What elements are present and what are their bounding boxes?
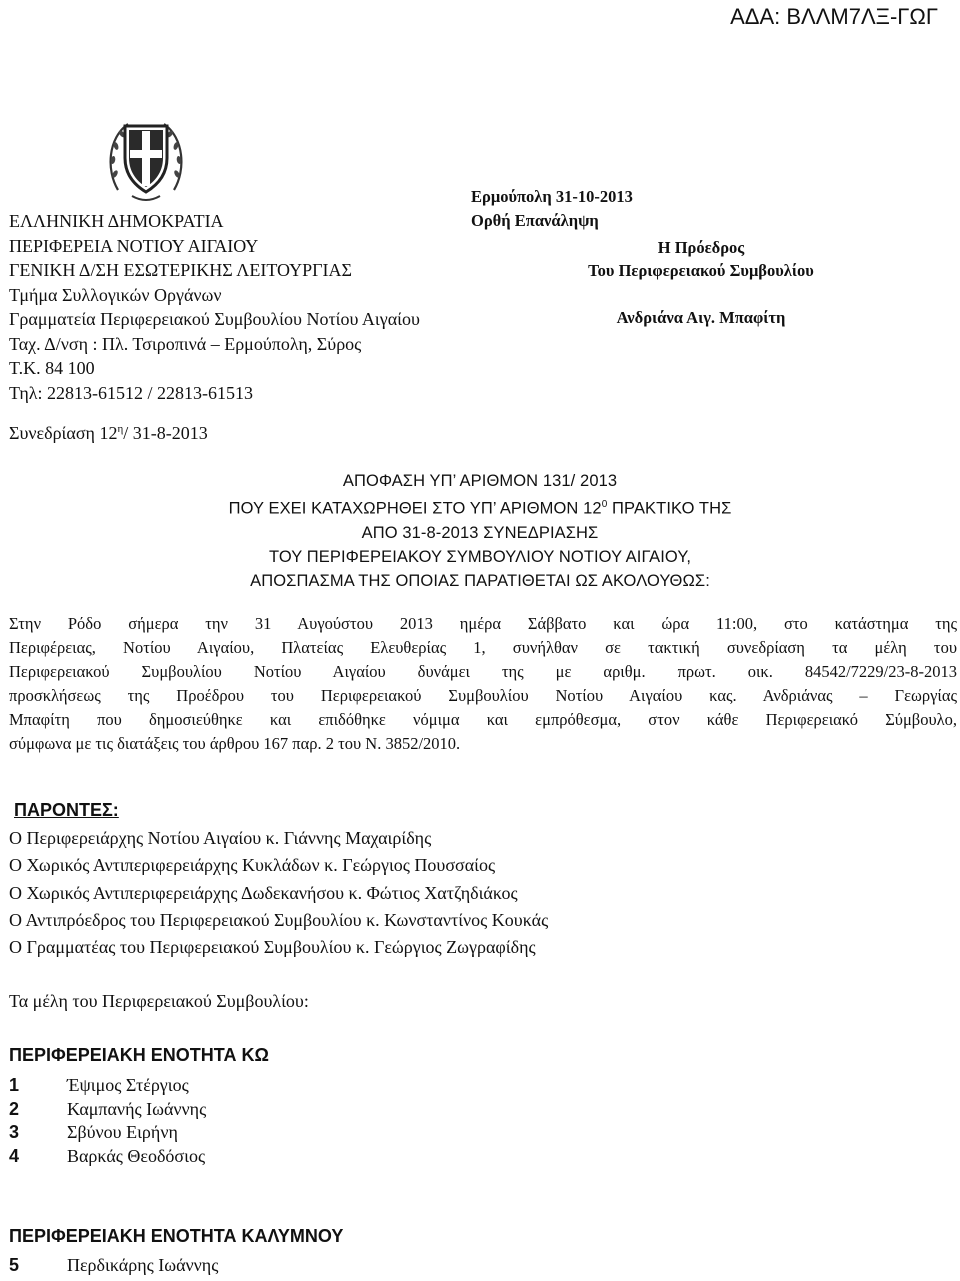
intro-paragraph	[9, 612, 957, 756]
present-list	[9, 825, 548, 961]
member-list-kos	[9, 1074, 206, 1169]
repeat-note: Ορθή Επανάληψη	[471, 211, 599, 230]
present-item: Ο Χωρικός Αντιπεριφερειάρχης Κυκλάδων κ. Γεώργιος Πουσσαίος	[9, 855, 496, 876]
greek-coat-of-arms-icon	[108, 112, 184, 202]
decision-title-line: ΤΟΥ ΠΕΡΙΦΕΡΕΙΑΚΟΥ ΣΥΜΒΟΥΛΙΟΥ ΝΟΤΙΟΥ ΑΙΓΑΙΟΥ,	[268, 547, 691, 566]
header-line: Τ.Κ. 84 100	[9, 358, 95, 378]
header-line: Τηλ: 22813-61512 / 22813-61513	[9, 382, 253, 403]
header-line: Ταχ. Δ/νση : Πλ. Τσιροπινά – Ερμούπολη, Σύρος	[9, 333, 362, 354]
member-row	[9, 1145, 206, 1169]
ada-code: ΑΔΑ: ΒΛΛΜ7ΛΞ-ΓΩΓ	[730, 4, 938, 29]
member-list-kalymnos	[9, 1254, 218, 1278]
member-row	[9, 1074, 206, 1098]
member-name: Σβύνου Ειρήνη	[67, 1122, 178, 1143]
header-line: Γραμματεία Περιφερειακού Συμβουλίου Νοτίου Αιγαίου	[9, 309, 420, 329]
header-line: ΕΛΛΗΝΙΚΗ ΔΗΜΟΚΡΑΤΙΑ	[9, 211, 224, 231]
present-title: ΠΑΡΟΝΤΕΣ:	[14, 800, 119, 820]
header-line: ΠΕΡΙΦΕΡΕΙΑ ΝΟΤΙΟΥ ΑΙΓΑΙΟΥ	[9, 235, 259, 256]
present-item: Ο Γραμματέας του Περιφερειακού Συμβουλίου κ. Γεώργιος Ζωγραφίδης	[9, 937, 536, 958]
member-number: 5	[9, 1255, 20, 1275]
paragraph-line: Μπαφίτη που δημοσιεύθηκε και επιδόθηκε νόμιμα και εμπρόθεσμα, στον κάθε Περιφερειακό Σύμβουλο,	[9, 710, 957, 729]
member-row	[9, 1121, 206, 1145]
signatory-block	[572, 236, 830, 329]
header-line: Τμήμα Συλλογικών Οργάνων	[9, 284, 222, 305]
date-block	[471, 185, 633, 233]
present-item: Ο Περιφερειάρχης Νοτίου Αιγαίου κ. Γιάννης Μαχαιρίδης	[9, 828, 432, 848]
paragraph-line: Περιφέρειας, Νοτίου Αιγαίου, Πλατείας Ελευθερίας 1, συνήλθαν σε τακτική συνεδρίαση τα μέλη του	[9, 638, 957, 657]
session-prefix: Συνεδρίαση 12	[9, 423, 118, 443]
signatory-role: Η Πρόεδρος	[657, 238, 745, 257]
issuer-header	[9, 209, 420, 405]
paragraph-line: σύμφωνα με τις διατάξεις του άρθρου 167 παρ. 2 του Ν. 3852/2010.	[9, 734, 461, 753]
member-name: Έψιμος Στέργιος	[67, 1075, 189, 1095]
member-number: 2	[9, 1098, 20, 1119]
header-line: ΓΕΝΙΚΗ Δ/ΣΗ ΕΣΩΤΕΡΙΚΗΣ ΛΕΙΤΟΥΡΓΙΑΣ	[9, 260, 352, 280]
paragraph-line: Στην Ρόδο σήμερα την 31 Αυγούστου 2013 ημέρα Σάββατο και ώρα 11:00, στο κατάστημα της	[9, 614, 957, 633]
member-name: Βαρκάς Θεοδόσιος	[67, 1146, 206, 1167]
session-suffix: / 31-8-2013	[123, 423, 208, 443]
signatory-body: Του Περιφερειακού Συμβουλίου	[588, 261, 814, 280]
decision-title-line: ΑΠΟΣΠΑΣΜΑ ΤΗΣ ΟΠΟΙΑΣ ΠΑΡΑΤΙΘΕΤΑΙ ΩΣ ΑΚΟΛΟΥΘΩΣ:	[250, 571, 710, 590]
member-number: 3	[9, 1122, 20, 1143]
paragraph-line: προσκλήσεως της Προέδρου του Περιφερειακού Συμβουλίου Νοτίου Αιγαίου κας. Ανδριάνας – Γεωργίας	[9, 686, 957, 705]
decision-title-line: ΑΠΟΦΑΣΗ ΥΠ’ ΑΡΙΘΜΟΝ 131/ 2013	[342, 472, 618, 490]
unit-title-kos: ΠΕΡΙΦΕΡΕΙΑΚΗ ΕΝΟΤΗΤΑ ΚΩ	[9, 1045, 269, 1065]
unit-title-kalymnos: ΠΕΡΙΦΕΡΕΙΑΚΗ ΕΝΟΤΗΤΑ ΚΑΛΥΜΝΟΥ	[9, 1226, 344, 1246]
document-date: Ερμούπολη 31-10-2013	[471, 187, 633, 206]
decision-title-line: ΑΠΟ 31-8-2013 ΣΥΝΕΔΡΙΑΣΗΣ	[361, 523, 599, 542]
present-item: Ο Χωρικός Αντιπεριφερειάρχης Δωδεκανήσου κ. Φώτιος Χατζηδιάκος	[9, 882, 518, 903]
present-item: Ο Αντιπρόεδρος του Περιφερειακού Συμβουλίου κ. Κωνσταντίνος Κουκάς	[9, 909, 549, 930]
member-name: Καμπανής Ιωάννης	[67, 1098, 207, 1119]
session-sup: η	[117, 423, 124, 435]
paragraph-line: Περιφερειακού Συμβουλίου Νοτίου Αιγαίου δυνάμει της με αριθμ. πρωτ. οικ. 84542/7229/23-8-2013	[9, 662, 957, 681]
session-line	[9, 423, 208, 444]
member-name: Περδικάρης Ιωάννης	[67, 1255, 219, 1275]
decision-title-line: ΠΟΥ ΕΧΕΙ ΚΑΤΑΧΩΡΗΘΕΙ ΣΤΟ ΥΠ’ ΑΡΙΘΜΟΝ $12^0$ ΠΡΑΚΤΙΚΟ ΤΗΣ	[228, 499, 732, 518]
members-intro: Τα μέλη του Περιφερειακού Συμβουλίου:	[9, 991, 309, 1011]
member-row	[9, 1254, 218, 1278]
member-number: 1	[9, 1075, 20, 1095]
member-row	[9, 1098, 206, 1122]
member-number: 4	[9, 1146, 20, 1167]
signatory-name: Ανδριάνα Αιγ. Μπαφίτη	[616, 308, 786, 327]
decision-title	[0, 469, 960, 593]
